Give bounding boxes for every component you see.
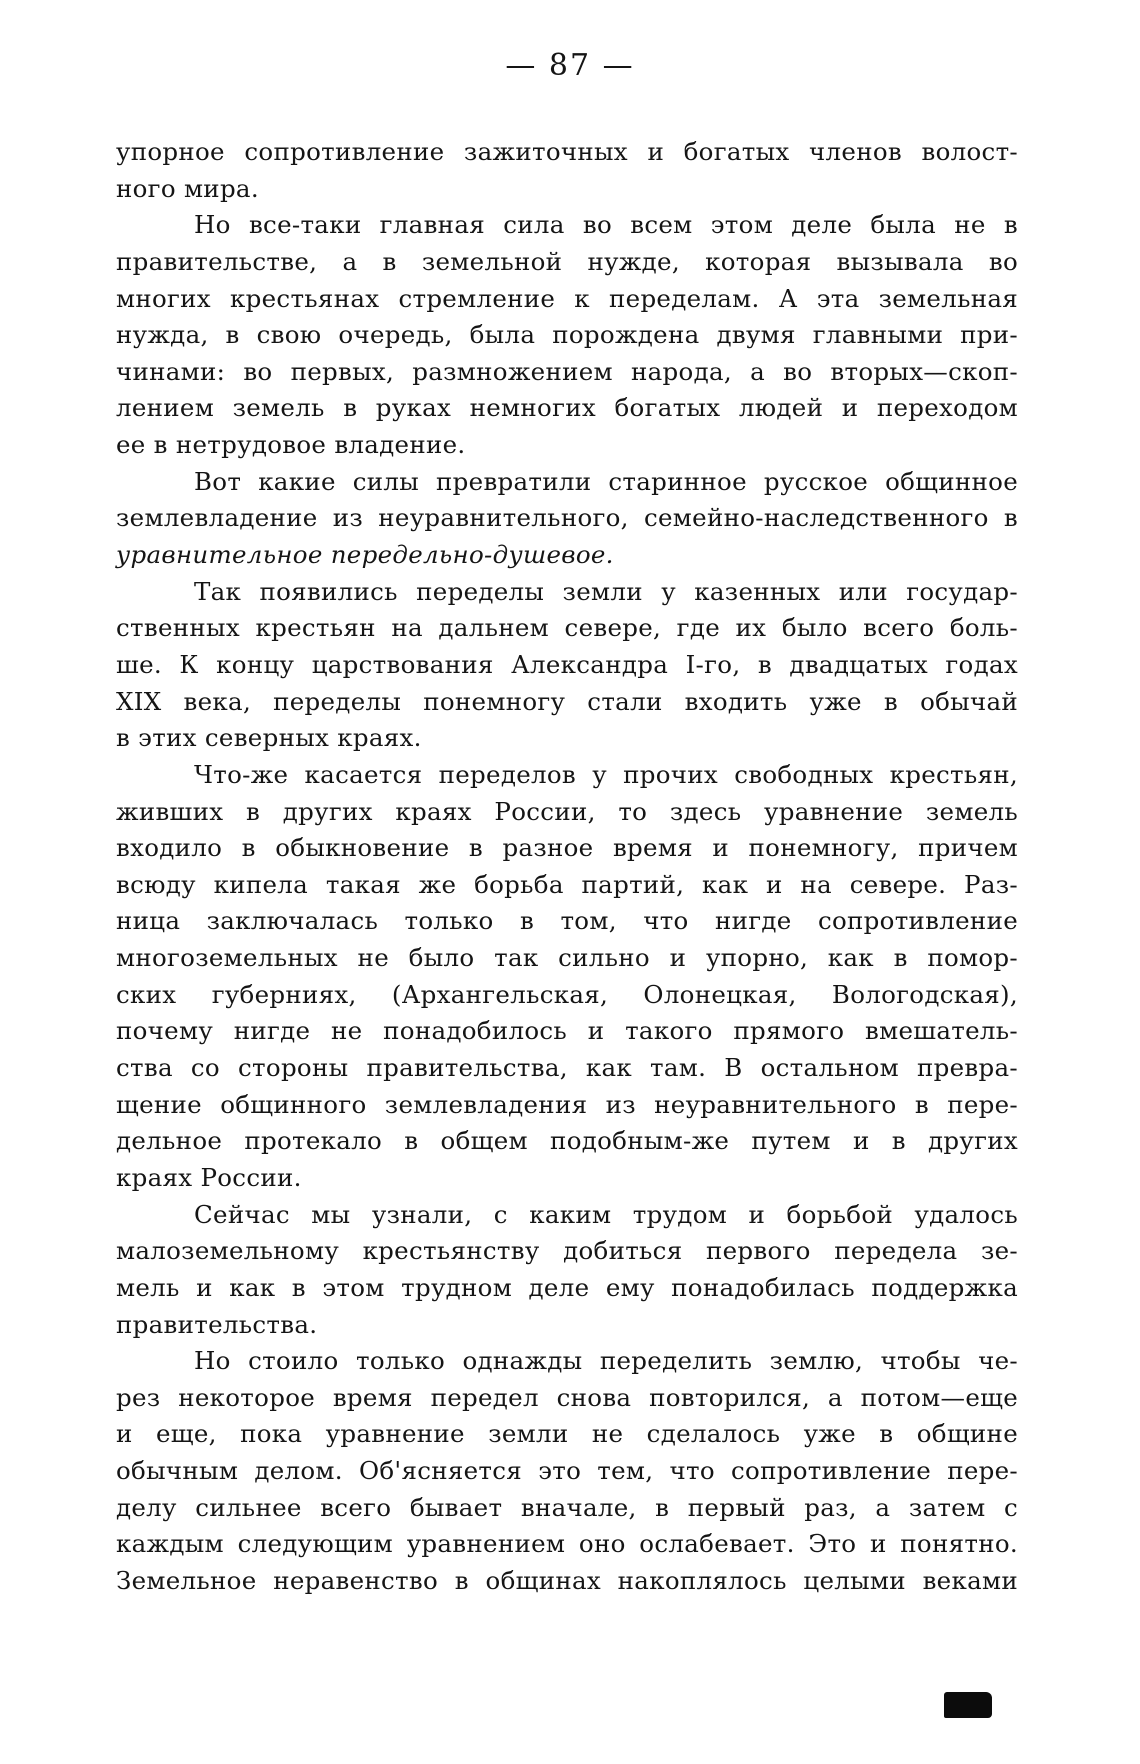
text-line: многоземельных не было так сильно и упорно, как в помор- [116,943,1018,973]
paragraph-start-line: Что-же касается переделов у прочих свободных крестьян, [194,759,1018,789]
text-line: дельное протекало в общем подобным-же путем и в других [116,1126,1018,1156]
text-line: ее в нетрудовое владение. [116,430,466,460]
text-line: землевладение из неуравнительного, семейно-наследственного в [116,503,1018,533]
text-line: каждым следующим уравнением оно ослабевает. Это и понятно. [116,1529,1018,1559]
text-line: правительства. [116,1309,318,1339]
paragraph-start-line: Сейчас мы узнали, с каким трудом и борьбой удалось [194,1199,1018,1229]
text-line: делу сильнее всего бывает вначале, в первый раз, а затем с [116,1492,1018,1522]
text-line: рез некоторое время передел снова повторился, а потом—еще [116,1382,1018,1412]
text-line: нужда, в свою очередь, была порождена двумя главными при- [116,320,1018,350]
text-line: Земельное неравенство в общинах накоплялось целыми веками [116,1565,1018,1595]
text-line: и еще, пока уравнение земли не сделалось уже в общине [116,1419,1018,1449]
page-number: — 87 — [505,48,635,83]
paragraph-start-line: Так появились переделы земли у казенных или государ- [194,576,1018,606]
ink-blot [944,1692,992,1718]
text-line: мель и как в этом трудном деле ему понадобилась поддержка [116,1272,1018,1302]
text-line: упорное сопротивление зажиточных и богатых членов волост- [116,137,1018,166]
text-line: входило в обыкновение в разное время и понемногу, причем [116,833,1018,863]
text-line: в этих северных краях. [116,723,422,753]
text-line: многих крестьянах стремление к переделам. А эта земельная [116,283,1018,313]
text-line: ственных крестьян на дальнем севере, где их было всего боль- [116,613,1018,643]
text-line: малоземельному крестьянству добиться первого передела зе- [116,1236,1018,1266]
text-line: всюду кипела такая же борьба партий, как и на севере. Раз- [116,869,1018,899]
paragraph-start-line: Но стоило только однажды переделить землю, чтобы че- [194,1346,1018,1376]
text-line: XIX века, переделы понемногу стали входить уже в обычай [116,686,1018,716]
text-line: живших в других краях России, то здесь уравнение земель [116,796,1018,826]
body-text [116,134,1018,1600]
text-line: лением земель в руках немногих богатых людей и переходом [116,393,1018,423]
text-line: ства со стороны правительства, как там. В остальном превра- [116,1053,1018,1083]
paragraph-start-line: Но все-таки главная сила во всем этом деле была не в [194,210,1018,240]
text-line: почему нигде не понадобилось и такого прямого вмешатель- [116,1016,1018,1046]
paragraph-start-line: Вот какие силы превратили старинное русское общинное [194,466,1018,496]
text-line: ских губерниях, (Архангельская, Олонецкая, Вологодская), [116,979,1018,1009]
text-line: краях России. [116,1162,302,1192]
text-line: правительстве, а в земельной нужде, которая вызывала во [116,246,1018,276]
text-line: обычным делом. Об'ясняется это тем, что сопротивление пере- [116,1456,1018,1486]
text-line: щение общинного землевладения из неуравнительного в пере- [116,1089,1018,1119]
italic-text-line: уравнительное передельно-душевое. [116,540,614,570]
text-line: ного мира. [116,173,259,203]
text-line: чинами: во первых, размножением народа, а во вторых—скоп- [116,356,1018,386]
text-line: ница заключалась только в том, что нигде сопротивление [116,906,1018,936]
text-line: ше. К концу царствования Александра I-го, в двадцатых годах [116,649,1018,679]
